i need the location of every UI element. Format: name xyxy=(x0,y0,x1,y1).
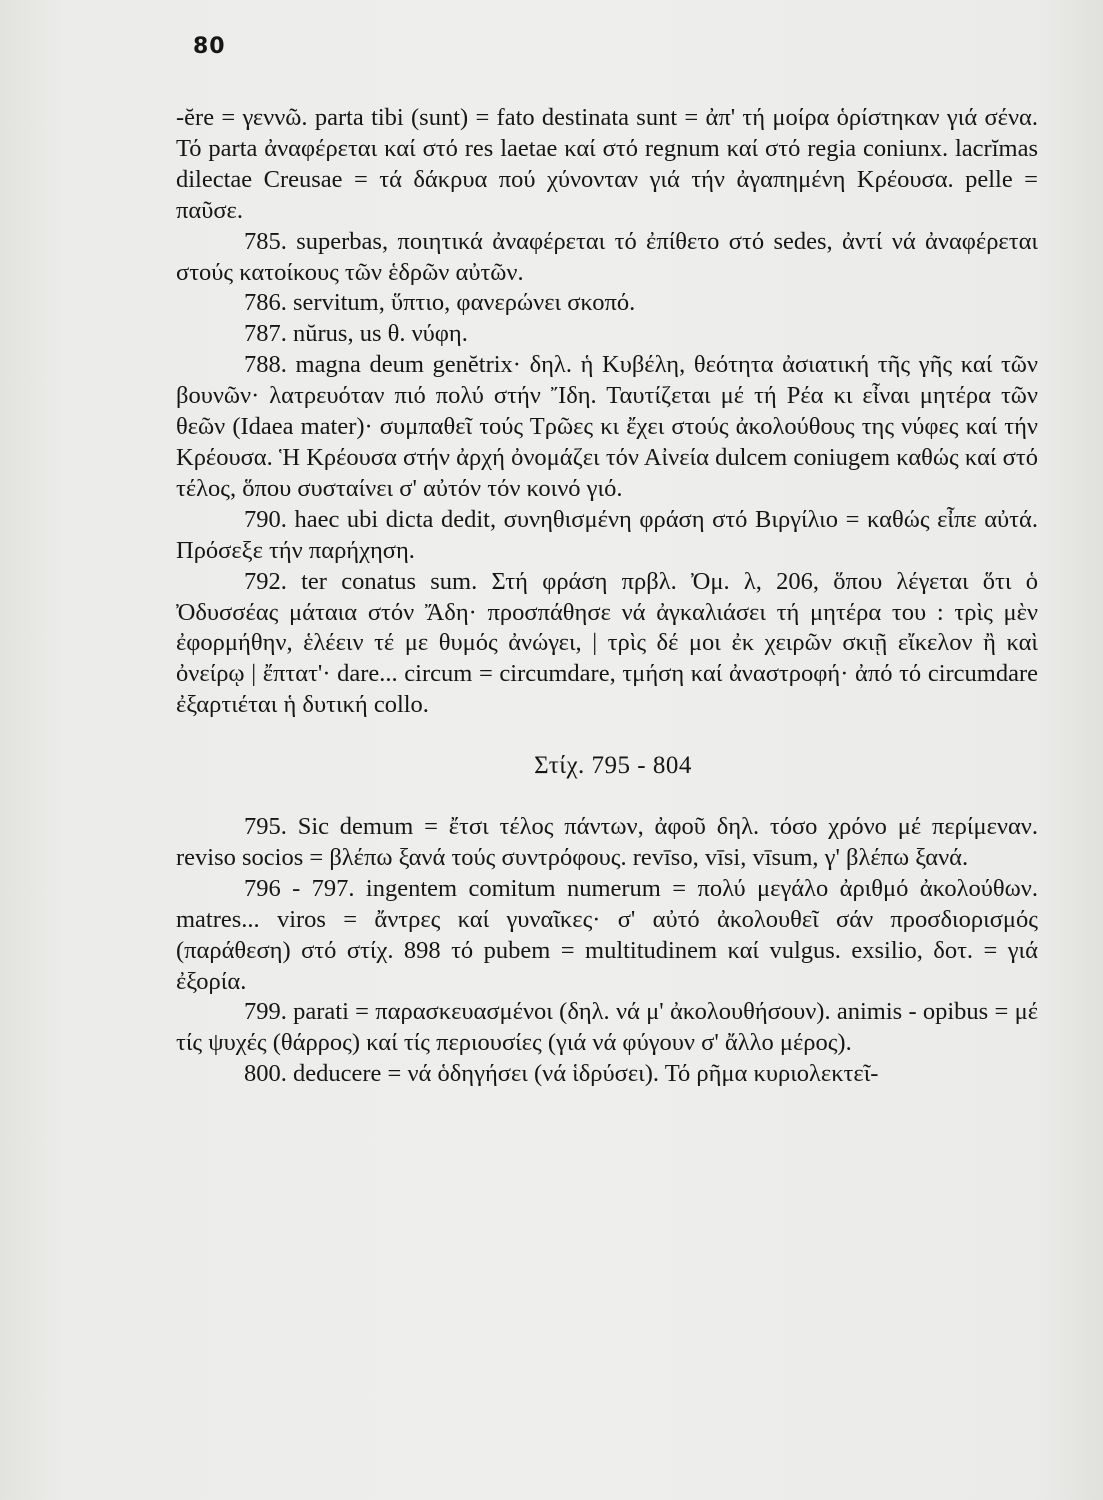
commentary-paragraph: 788. magna deum genĕtrix· δηλ. ἡ Κυβέλη, θεότητα ἀσιατική τῆς γῆς καί τῶν βουνῶν· λατρευόταν πιό πολύ στήν Ἴδη. Ταυτίζεται μέ τή Ρέα κι εἶναι μητέρα τῶν θεῶν (Idaea mater)· συμπαθεῖ τούς Τρῶες κι ἔχει στούς ἀκολούθους της νύφες καί τήν Κρέουσα. Ἡ Κρέουσα στήν ἀρχή ὀνομάζει τόν Αἰνεία dulcem coniugem καθώς καί στό τέλος, ὅπου συσταίνει σ' αὐτόν τόν κοινό γιό. xyxy=(176,351,1038,502)
commentary-paragraph: 795. Sic demum = ἔτσι τέλος πάντων, ἀφοῦ δηλ. τόσο χρόνο μέ περίμεναν. reviso socios = βλέπω ξανά τούς συντρόφους. revīso, vīsi, vīsum, γ' βλέπω ξανά. xyxy=(176,813,1038,871)
commentary-paragraph: 787. nŭrus, us θ. νύφη. xyxy=(244,320,468,348)
commentary-paragraph: 800. deducere = νά ὁδηγήσει (νά ἱδρύσει). Τό ρῆμα κυριολεκτεῖ- xyxy=(244,1060,879,1088)
commentary-paragraph: 790. haec ubi dicta dedit, συνηθισμένη φράση στό Βιργίλιο = καθώς εἶπε αὐτά. Πρόσεξε τήν παρήχηση. xyxy=(176,505,1038,564)
commentary-paragraph: 792. ter conatus sum. Στή φράση πρβλ. Ὀμ. λ, 206, ὅπου λέγεται ὅτι ὁ Ὀδυσσέας μάταια στόν Ἄδη· προσπάθησε νά ἀγκαλιάσει τή μητέρα του : τρὶς μὲν ἐφορμήθην, ἑλέειν τέ με θυμός ἀνώγει, | τρὶς δέ μοι ἐκ χειρῶν σκιῇ εἴκελον ἢ καὶ ὀνείρῳ | ἔπτατ'· dare... circum = circumdare, τμήση καί ἀναστροφή· ἀπό τό circumdare ἐξαρτιέται ἡ δυτική collo. xyxy=(176,567,1038,719)
commentary-paragraph: 799. parati = παρασκευασμένοι (δηλ. νά μ' ἀκολουθήσουν). animis - opibus = μέ τίς ψυχές (θάρρος) καί τίς περιουσίες (γιά νά φύγουν σ' ἄλλο μέρος). xyxy=(176,998,1038,1057)
commentary-text xyxy=(176,103,1038,1090)
commentary-paragraph: 785. superbas, ποιητικά ἀναφέρεται τό ἐπίθετο στό sedes, ἀντί νά ἀναφέρεται στούς κατοίκους τῶν ἑδρῶν αὐτῶν. xyxy=(176,227,1038,286)
commentary-paragraph: -ĕre = γεννῶ. parta tibi (sunt) = fato destinata sunt = ἀπ' τή μοίρα ὁρίστηκαν γιά σένα. Τό parta ἀναφέρεται καί στό res laetae καί στό regnum καί στό regia coniunx. lacrĭmas dilectae Creusae = τά δάκρυα πού χύνονταν γιά τήν ἀγαπημένη Κρέουσα. pelle = παῦσε. xyxy=(176,104,1038,224)
commentary-paragraph: 786. servitum, ὕπτιο, φανερώνει σκοπό. xyxy=(244,289,636,317)
section-heading: Στίχ. 795 - 804 xyxy=(534,752,692,780)
page-number: 80 xyxy=(193,34,226,59)
commentary-paragraph: 796 - 797. ingentem comitum numerum = πολύ μεγάλο ἀριθμό ἀκολούθων. matres... viros = ἄντρες καί γυναῖκες· σ' αὐτό ἀκολουθεῖ σάν προσδιορισμός (παράθεση) στό στίχ. 898 τό pubem = multitudinem καί vulgus. exsilio, δοτ. = γιά ἐξορία. xyxy=(176,874,1038,995)
